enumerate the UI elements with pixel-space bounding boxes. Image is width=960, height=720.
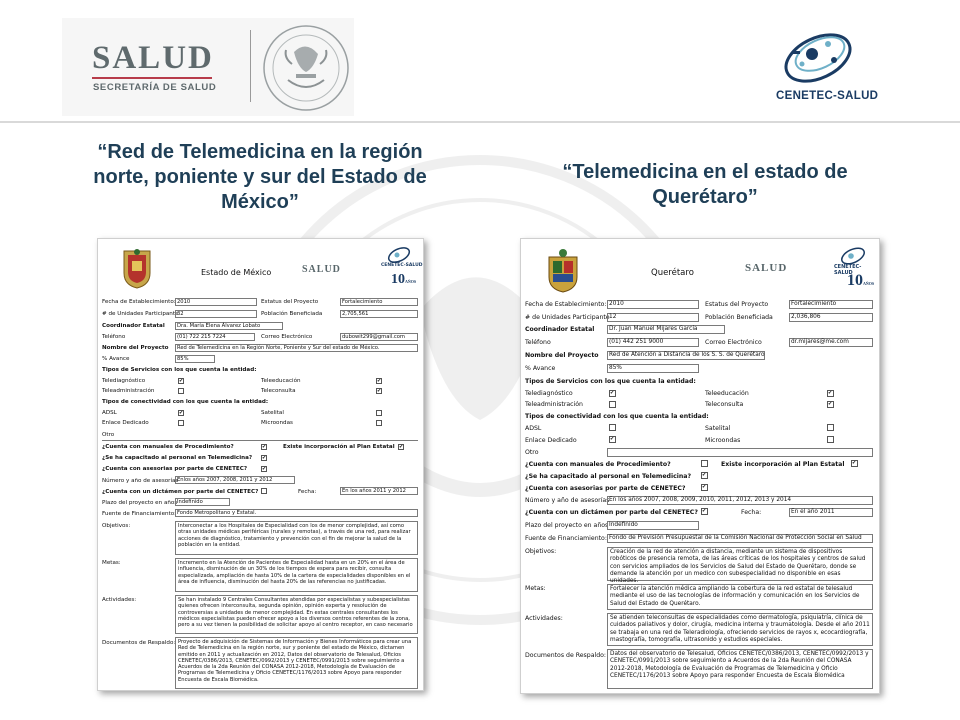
label-fuente: Fuente de Financiamiento: xyxy=(525,535,607,542)
label-correo: Correo Electrónico xyxy=(261,334,313,340)
label-metas: Metas: xyxy=(102,560,121,566)
label-adsl: ADSL xyxy=(102,410,117,416)
field-correo: dubowit299@gmail.com xyxy=(340,333,418,341)
left-project-title: “Red de Telemedicina en la región norte, poniente y sur del Estado de México” xyxy=(93,141,427,213)
label-objetivos: Objetivos: xyxy=(102,523,131,529)
field-otro xyxy=(102,438,418,441)
label-tipos-conectividad: Tipos de conectividad con los que cuenta la entidad: xyxy=(102,399,269,405)
field-fecha: 2010 xyxy=(607,300,699,309)
checkbox-enlace[interactable] xyxy=(178,420,184,426)
field-estatus: Fortalecimiento xyxy=(789,300,873,309)
label-adsl: ADSL xyxy=(525,425,542,432)
label-otro: Otro xyxy=(525,449,539,456)
field-objetivos: Creación de la red de atención a distancia, mediante un sistema de dispositivos robóticos de presencia remota, de las áreas críticas de los hospitales y centros de salud con servicios ampliados de los Servicios de Salud del Estado de Querétaro, donde se demande la atención por un medico con subespecialidad no disponible en esas unidades. xyxy=(607,547,873,581)
form-header xyxy=(98,239,423,295)
label-capacitado: ¿Se ha capacitado al personal en Telemedicina? xyxy=(102,455,253,461)
anniversary-number: 10 xyxy=(391,272,405,287)
checkbox-capacitado[interactable] xyxy=(701,472,708,479)
label-unidades: # de Unidades Participante xyxy=(102,311,179,317)
field-telefono: (01) 722 215 7224 xyxy=(175,333,255,341)
field-actividades: Se han instalado 9 Centrales Consultantes atendidas por especialistas y subespecialistas quienes ofrecen interconsulta, segunda opinión, opinión experta y resolución de controversias a unidades de menor complejidad. En estas centrales consultantes los médicos especialistas pueden ofrecer apoyo a los diversos centros referentes de la zona, pero a su vez tienen la posibilidad de solicitar apoyo al centro receptor, en caso necesario xyxy=(175,595,418,634)
label-avance: % Avance xyxy=(102,356,130,362)
label-dictamen: ¿Cuenta con un dictámen por parte del CENETEC? xyxy=(102,489,259,495)
checkbox-enlace[interactable] xyxy=(609,436,616,443)
label-asesorias: ¿Cuenta con asesorias por parte de CENETEC? xyxy=(102,466,248,472)
form-cenetec-logo-icon xyxy=(839,246,867,266)
label-plazo: Plazo del proyecto en años xyxy=(525,522,609,529)
label-teleeducacion: Teleeducación xyxy=(705,390,749,397)
field-telefono: (01) 442 251 9000 xyxy=(607,338,699,347)
field-estatus: Fortalecimiento xyxy=(340,298,418,306)
label-objetivos: Objetivos: xyxy=(525,548,557,555)
field-coordinador: Dra. María Elena Álvarez Lobato xyxy=(175,322,283,330)
label-manuales: ¿Cuenta con manuales de Procedimiento? xyxy=(102,444,234,450)
field-poblacion: 2,705,561 xyxy=(340,310,418,318)
label-tipos-servicios: Tipos de Servicios con los que cuenta la entidad: xyxy=(102,367,257,373)
checkbox-dictamen[interactable] xyxy=(261,488,267,494)
field-documentos: Proyecto de adquisición de Sistemas de Información y Bienes Informáticos para crear una Red de Telemedicina en la región norte, sur y poniente del estado de México, dictamen emitido en 2011 y actualización en 2012, Datos del observatorio de Telesalud, Oficios CENETEC/0386/2013, CENETEC/0992/2013 y CENETEC/0991/2013 sobre seguimiento a Acuerdos de la 2da Reunión del CONASA 2012-2018, Metodología de Evaluación de Programas de Telemedicina y Oficio CENETEC/1176/2013 sobre Apoyo para responder Encuesta de Escala Biomédica. xyxy=(175,637,418,689)
field-avance: 85% xyxy=(175,355,215,363)
label-telefono: Teléfono xyxy=(102,334,126,340)
label-tipos-conectividad: Tipos de conectividad con los que cuenta la entidad: xyxy=(525,413,709,420)
label-asesorias: ¿Cuenta con asesorias por parte de CENETEC? xyxy=(525,485,686,492)
field-unidades: 32 xyxy=(175,310,257,318)
label-plan: Existe incorporación al Plan Estatal xyxy=(283,444,395,450)
label-actividades: Actividades: xyxy=(102,597,137,603)
national-seal-icon xyxy=(262,22,350,114)
label-enlace: Enlace Dedicado xyxy=(525,437,577,444)
queretaro-form xyxy=(520,238,880,694)
label-fecha: Fecha de Establecimiento: xyxy=(525,301,607,308)
field-nombre: Red de Telemedicina en la Región Norte, Poniente y Sur del estado de México. xyxy=(175,344,418,352)
label-numero: Número y año de asesorías xyxy=(102,478,179,484)
label-coordinador: Coordinador Estatal xyxy=(525,326,595,333)
checkbox-teleeducacion[interactable] xyxy=(376,378,382,384)
field-actividades: Se atienden teleconsultas de especialidades como dermatología, psiquiatría, clínica de cuidados paliativos y dolor, cirugía, medicina interna y traumatología. Desde el año 2011 se trabaja en una red de Teleradiología, ofreciendo servicios de rayos x, ecocardiografía, mastografía, tomografía, ultrasonido y estudios especiales. xyxy=(607,613,873,646)
label-fecha-dictamen: Fecha: xyxy=(298,489,317,495)
label-enlace: Enlace Dedicado xyxy=(102,420,149,426)
field-plazo: Indefinido xyxy=(607,521,699,530)
anniversary-label: AÑOS xyxy=(863,281,875,286)
label-microondas: Microondas xyxy=(705,437,741,444)
form-anniversary-mark xyxy=(391,272,416,288)
label-capacitado: ¿Se ha capacitado al personal en Telemedicina? xyxy=(525,473,692,480)
state-crest-icon xyxy=(120,247,154,289)
checkbox-teleadministracion[interactable] xyxy=(178,388,184,394)
checkbox-asesorias[interactable] xyxy=(261,466,267,472)
label-telefono: Teléfono xyxy=(525,339,551,346)
form-cenetec-logo-icon xyxy=(386,246,412,264)
form-state-name: Estado de México xyxy=(201,268,272,277)
label-teleconsulta: Teleconsulta xyxy=(261,388,296,394)
label-satelital: Satelital xyxy=(261,410,284,416)
salud-logo-text: SALUD xyxy=(92,40,214,76)
form-state-name: Querétaro xyxy=(651,268,694,278)
label-microondas: Microondas xyxy=(261,420,293,426)
label-estatus: Estatus del Proyecto xyxy=(705,301,769,308)
label-fecha: Fecha de Establecimiento: xyxy=(102,299,176,305)
estado-de-mexico-form xyxy=(97,238,424,691)
label-otro: Otro xyxy=(102,432,115,438)
field-unidades: 12 xyxy=(607,313,699,322)
checkbox-asesorias[interactable] xyxy=(701,484,708,491)
header-bar xyxy=(0,0,960,122)
label-poblacion: Población Beneficiada xyxy=(261,311,323,317)
form-anniversary-mark xyxy=(847,272,874,290)
label-correo: Correo Electrónico xyxy=(705,339,762,346)
label-documentos: Documentos de Respaldo: xyxy=(102,640,176,646)
field-poblacion: 2,036,806 xyxy=(789,313,873,322)
checkbox-adsl[interactable] xyxy=(609,424,616,431)
field-coordinador: Dr. Juan Manuel Mijares García xyxy=(607,325,725,334)
label-actividades: Actividades: xyxy=(525,615,563,622)
header-divider xyxy=(0,121,960,123)
label-plan: Existe incorporación al Plan Estatal xyxy=(721,461,845,468)
anniversary-label: AÑOS xyxy=(405,279,417,284)
label-teleadministracion: Teleadministración xyxy=(525,401,583,408)
label-fecha-dictamen: Fecha: xyxy=(741,509,762,516)
checkbox-manuales[interactable] xyxy=(261,444,267,450)
label-poblacion: Población Beneficiada xyxy=(705,314,773,321)
field-objetivos: Interconectar a los Hospitales de Especialidad con los de menor complejidad, así como otras unidades médicas periféricas (rurales y remotas), a través de una red, para realizar acciones de diagnóstico, tratamiento y prevención con el fin de mejorar la salud de la población en la entidad. xyxy=(175,521,418,555)
label-manuales: ¿Cuenta con manuales de Procedimiento? xyxy=(525,461,671,468)
label-coordinador: Coordinador Estatal xyxy=(102,323,165,329)
field-metas: Fortalecer la atención médica ampliando la cobertura de la red estatal de telesalud mediante el uso de las tecnologías de información y comunicación en los Servicios de Salud del Estado de Querétaro. xyxy=(607,584,873,610)
checkbox-teleconsulta[interactable] xyxy=(827,401,834,408)
checkbox-satelital[interactable] xyxy=(376,410,382,416)
state-crest-icon xyxy=(543,247,583,293)
field-numero: Enlos años 2007, 2008, 2011 y 2012 xyxy=(175,476,295,484)
label-teleconsulta: Teleconsulta xyxy=(705,401,744,408)
form-salud-logo: SALUD xyxy=(302,264,341,275)
form-salud-logo: SALUD xyxy=(745,262,788,274)
checkbox-satelital[interactable] xyxy=(827,424,834,431)
checkbox-adsl[interactable] xyxy=(178,410,184,416)
checkbox-plan[interactable] xyxy=(851,460,858,467)
field-otro xyxy=(607,448,873,457)
label-satelital: Satelital xyxy=(705,425,731,432)
checkbox-teleconsulta[interactable] xyxy=(376,388,382,394)
label-telediagnostico: Telediagnóstico xyxy=(102,378,146,384)
label-fuente: Fuente de Financiamiento: xyxy=(102,511,177,517)
checkbox-teleadministracion[interactable] xyxy=(609,401,616,408)
field-fecha: 2010 xyxy=(175,298,257,306)
label-teleadministracion: Teleadministración xyxy=(102,388,155,394)
checkbox-capacitado[interactable] xyxy=(261,455,267,461)
field-plazo: Indefinido xyxy=(175,498,230,506)
field-correo: dr.mijares@me.com xyxy=(789,338,873,347)
field-nombre: Red de Atención a Distancia de los S. S. de Querétaro xyxy=(609,352,765,358)
label-documentos: Documentos de Respaldo: xyxy=(525,652,607,659)
field-fecha-dictamen: En los años 2011 y 2012 xyxy=(340,487,418,495)
form-cenetec-text: CENETEC-SALUD xyxy=(381,263,423,268)
field-metas: Incremento en la Atención de Pacientes de Especialidad hasta en un 20% en el área de influencia, disminución de un 30% de los tiempos de espera para recibir, consulta especializada, ampliación de hasta 10% de la cartera de especialidades disponibles en el área de influencia, disminución del hasta 20% de las referencias no justificadas. xyxy=(175,558,418,592)
label-nombre: Nombre del Proyecto xyxy=(525,352,599,359)
field-avance: 85% xyxy=(607,364,699,373)
field-documentos: Datos del observatorio de Telesalud, Oficios CENETEC/0386/2013, CENETEC/0992/2013 y CENETEC/0991/2013 sobre seguimiento a Acuerdos de la 2da Reunión del CONASA 2012-2018, Metodología de Evaluación de Programas de Telemedicina y Oficio CENETEC/1176/2013 sobre Apoyo para responder Encuesta de Escala Biomédica xyxy=(607,649,873,689)
label-estatus: Estatus del Proyecto xyxy=(261,299,319,305)
checkbox-teleeducacion[interactable] xyxy=(827,390,834,397)
label-unidades: # de Unidades Participante xyxy=(525,314,610,321)
field-numero: En los años 2007, 2008, 2009, 2010, 2011, 2012, 2013 y 2014 xyxy=(607,496,873,505)
checkbox-dictamen[interactable] xyxy=(701,508,708,515)
anniversary-number: 10 xyxy=(847,272,863,289)
field-fecha-dictamen: En el año 2011 xyxy=(789,508,873,517)
label-numero: Número y año de asesorías xyxy=(525,497,610,504)
checkbox-microondas[interactable] xyxy=(376,420,382,426)
label-teleeducacion: Teleeducación xyxy=(261,378,301,384)
label-dictamen: ¿Cuenta con un dictámen por parte del CENETEC? xyxy=(525,509,698,516)
salud-logo-subtitle: SECRETARÍA DE SALUD xyxy=(93,82,217,93)
checkbox-microondas[interactable] xyxy=(827,436,834,443)
label-plazo: Plazo del proyecto en años xyxy=(102,500,178,506)
checkbox-telediagnostico[interactable] xyxy=(178,378,184,384)
salud-logo-rule xyxy=(92,77,212,79)
checkbox-telediagnostico[interactable] xyxy=(609,390,616,397)
checkbox-plan[interactable] xyxy=(398,444,404,450)
cenetec-logo-icon xyxy=(772,24,864,88)
right-project-title: “Telemedicina en el estado de Querétaro” xyxy=(562,161,848,208)
label-avance: % Avance xyxy=(525,365,556,372)
label-telediagnostico: Telediagnóstico xyxy=(525,390,573,397)
label-metas: Metas: xyxy=(525,585,546,592)
form-cenetec-text: CENETEC-SALUD xyxy=(834,264,862,276)
label-nombre: Nombre del Proyecto xyxy=(102,345,169,351)
cenetec-logo-text: CENETEC-SALUD xyxy=(776,90,879,102)
field-fuente: Fondo de Previsión Presupuestal de la Comisión Nacional de Protección Social en Salud xyxy=(607,534,873,543)
form-header xyxy=(521,239,879,295)
logo-separator xyxy=(250,30,251,102)
label-tipos-servicios: Tipos de Servicios con los que cuenta la entidad: xyxy=(525,378,696,385)
checkbox-manuales[interactable] xyxy=(701,460,708,467)
field-fuente: Fondo Metropolitano y Estatal. xyxy=(175,509,418,517)
